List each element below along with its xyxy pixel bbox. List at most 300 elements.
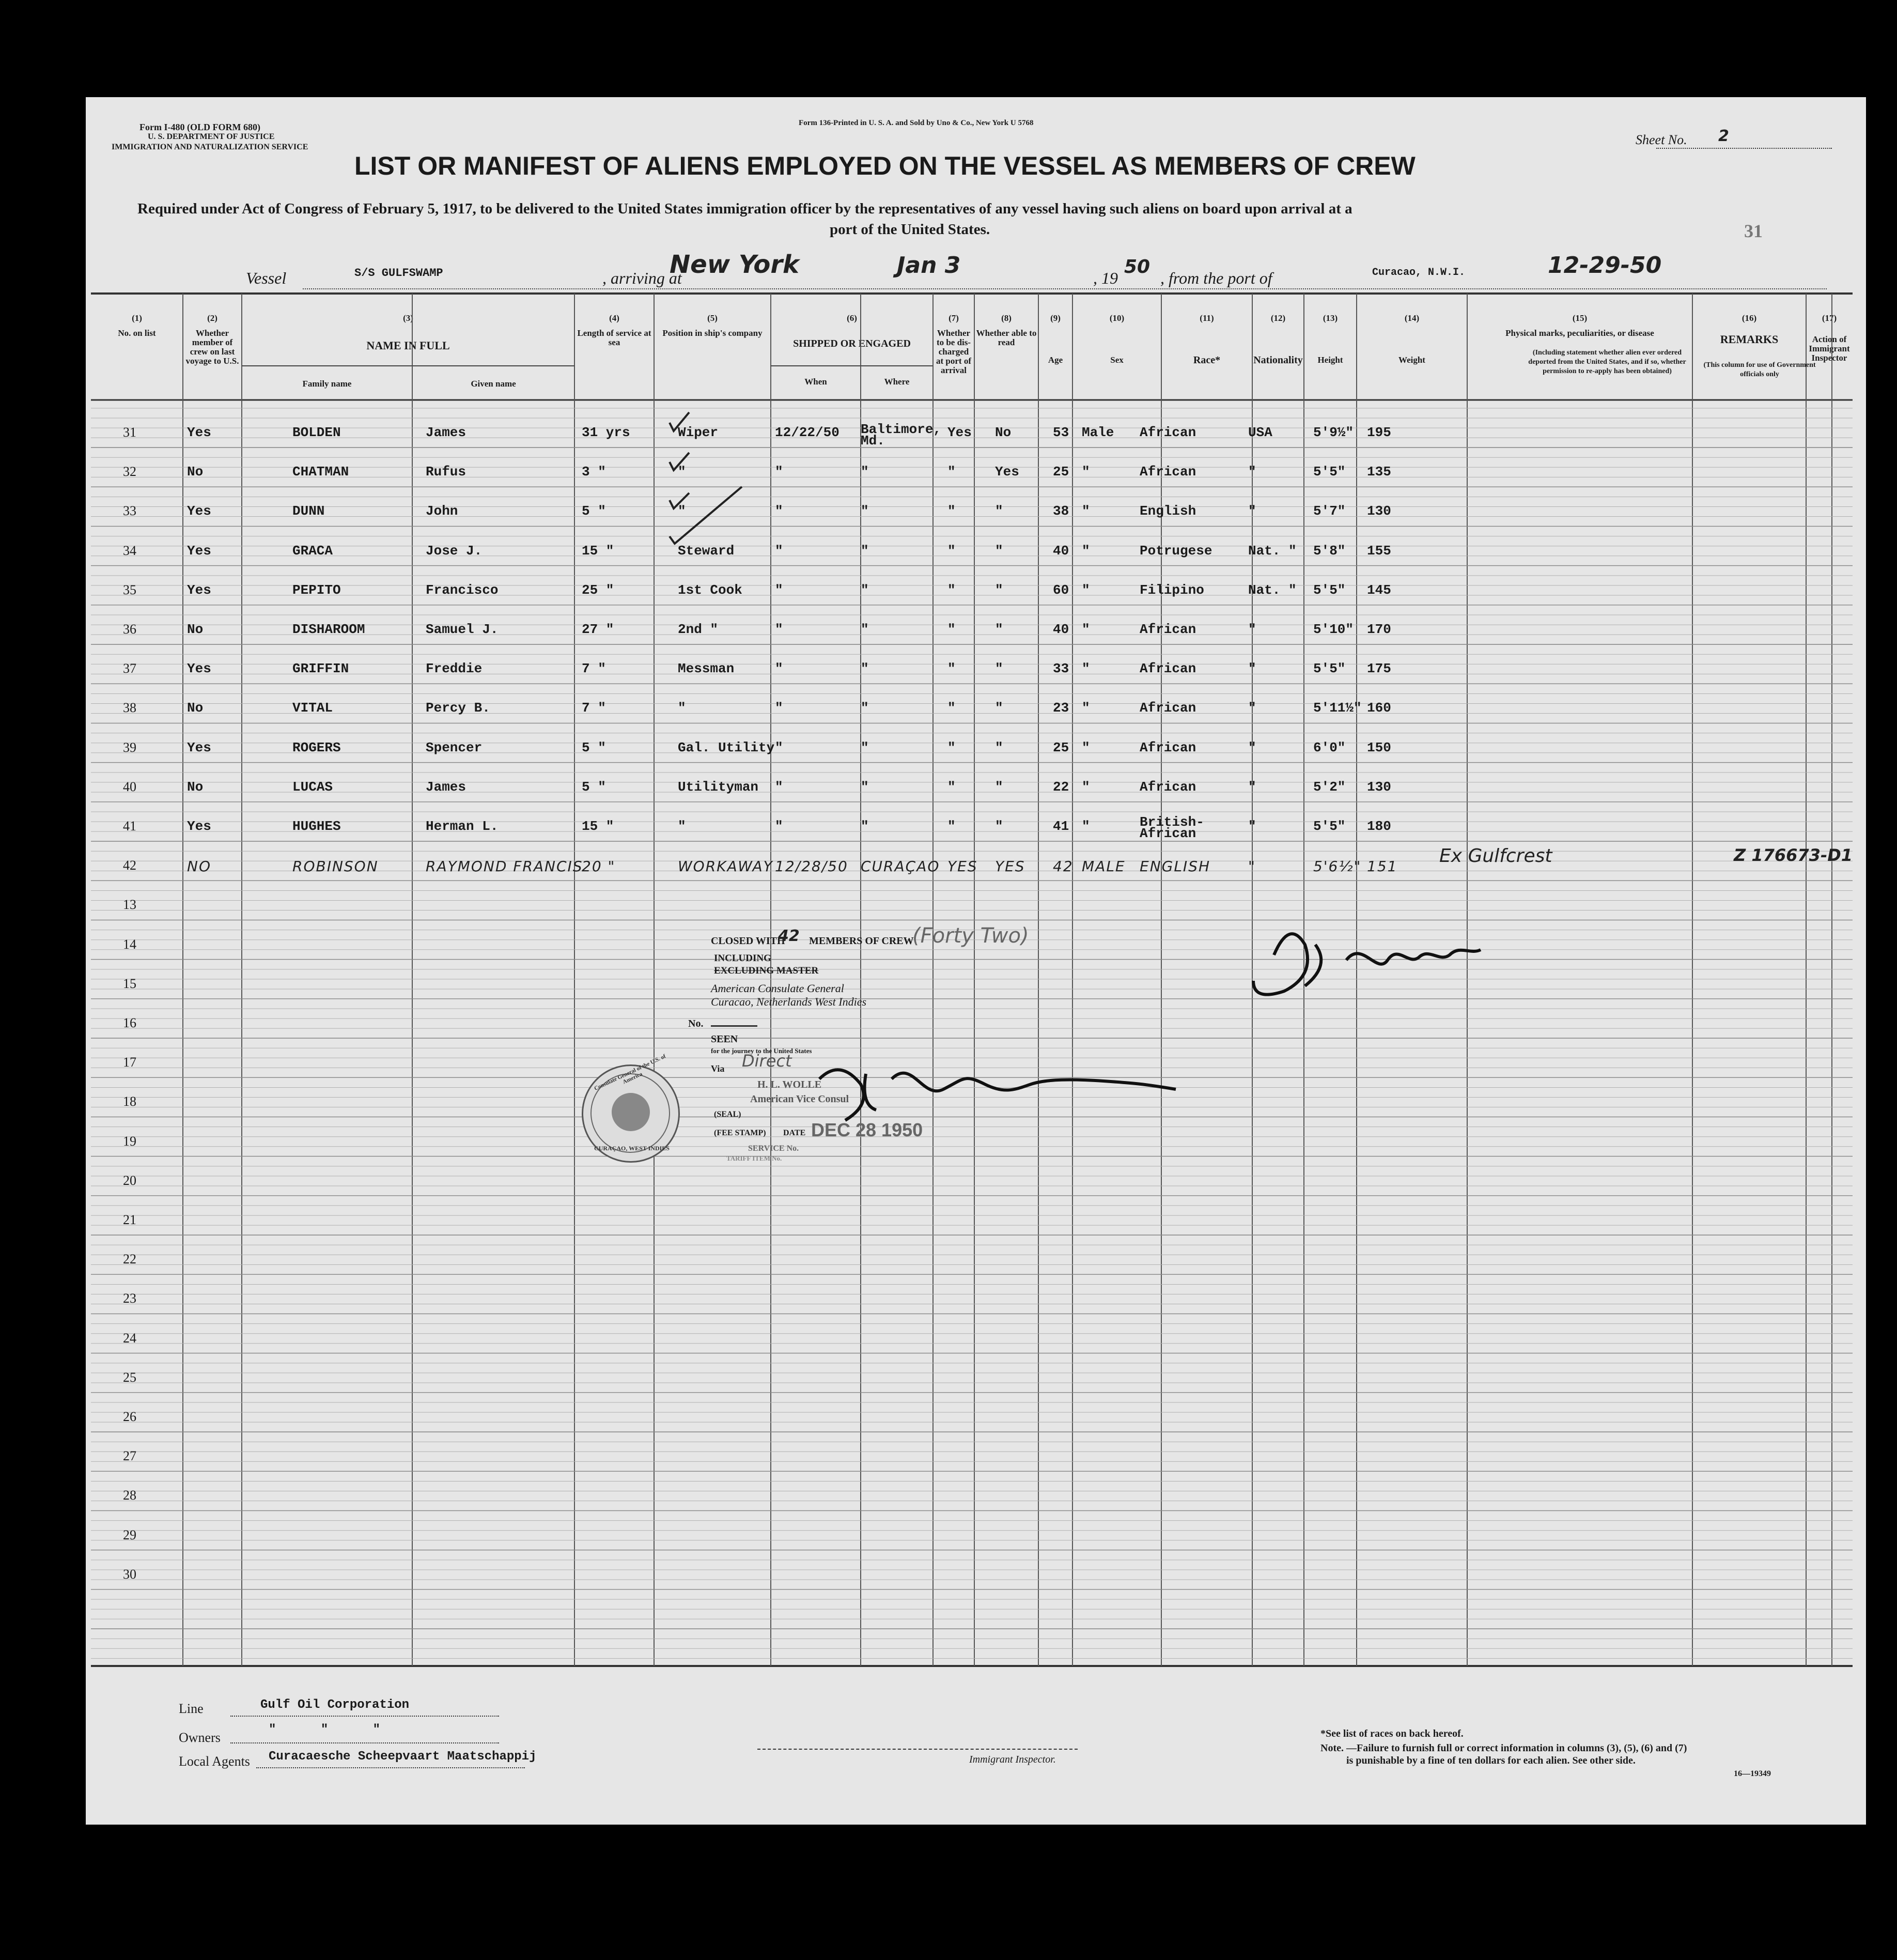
shipped-where: " [861,739,869,755]
length-of-service: 5 " [582,779,606,795]
discharge-flag: " [947,543,956,559]
able-to-read: " [995,622,1003,637]
race: African [1140,779,1196,795]
height: 5'7" [1313,503,1346,519]
column-label: NAME IN FULL [366,339,450,352]
able-to-read: " [995,819,1003,834]
arriving-label: , arriving at [602,269,682,287]
subtitle-line2: port of the United States. [830,221,990,238]
given-name: RAYMOND FRANCIS [426,858,583,875]
shipped-when: " [775,503,783,519]
footer-line-value: Gulf Oil Corporation [260,1698,410,1712]
sex: " [1082,464,1090,480]
crew-member-flag: Yes [187,425,211,440]
sex: " [1082,700,1090,716]
nationality: " [1248,739,1256,755]
discharge-flag: Yes [947,425,972,440]
height: 5'5" [1313,819,1346,834]
crew-member-flag: No [187,779,204,795]
row-number: 39 [123,739,136,755]
consulate-seal [582,1053,680,1163]
discharge-flag: " [947,582,956,598]
stamp-date-value: DEC 28 1950 [811,1119,923,1140]
weight: 130 [1367,779,1391,795]
stamp-consulate-line2: Curacao, Netherlands West Indies [711,995,867,1008]
discharge-flag: YES [947,858,978,875]
length-of-service: 7 " [582,700,606,716]
race: Filipino [1140,582,1204,598]
footer-note1: *See list of races on back hereof. [1320,1728,1464,1739]
footer-owners-label: Owners [179,1730,221,1745]
shipped-when: " [775,543,783,559]
column-label: REMARKS [1720,333,1779,346]
shipped-when: " [775,622,783,637]
able-to-read: No [995,425,1012,440]
column-number: (16) [1741,313,1757,323]
form-id: Form I-480 (OLD FORM 680) [139,122,260,132]
family-name: BOLDEN [292,425,341,440]
shipped-when: " [775,739,783,755]
nationality: Nat. " [1248,543,1297,559]
stamp-consulate-line1: American Consulate General [711,982,844,995]
stamp-closed-with: CLOSED WITH [711,935,785,947]
row-number: 40 [123,779,136,794]
from-port: Curacao, N.W.I. [1372,267,1466,279]
weight: 145 [1367,582,1391,598]
empty-row-number: 23 [123,1291,136,1306]
race: African [1140,700,1196,716]
manifest-document [86,97,1866,1825]
row42-remarks: Ex Gulfcrest [1439,845,1552,867]
given-name: Francisco [426,582,499,598]
crew-member-flag: Yes [187,819,211,834]
height: 5'11½" [1313,700,1362,716]
column-label: Whether member of crew on last voyage to U.S. [185,328,239,366]
given-name: James [426,779,467,795]
age: 40 [1053,543,1069,559]
nationality: USA [1248,425,1272,440]
family-name: HUGHES [292,819,341,834]
empty-row-number: 19 [123,1133,136,1149]
empty-row-number: 30 [123,1566,136,1582]
column-number: (5) [707,313,718,323]
height: 5'9½" [1313,425,1354,440]
empty-row-number: 17 [123,1055,136,1070]
ship-position: Gal. Utility [678,739,775,755]
sub-header-when: When [804,377,827,387]
race: English [1140,503,1196,519]
family-name: ROGERS [292,739,341,755]
stamp-fee-stamp: (FEE STAMP) [714,1129,766,1137]
column-number: (11) [1200,313,1214,323]
crew-member-flag: Yes [187,661,211,677]
shipped-where: " [861,700,869,716]
column-number: (4) [609,313,619,323]
row-number: 35 [123,582,136,597]
ship-position: " [678,700,686,716]
able-to-read: " [995,779,1003,795]
sex: " [1082,819,1090,834]
shipped-where: " [861,464,869,480]
weight: 151 [1367,858,1398,875]
given-name: John [426,503,458,519]
family-name: DISHAROOM [292,622,365,637]
given-name: Freddie [426,661,483,677]
form-code: 16—19349 [1734,1769,1771,1778]
family-name: GRIFFIN [292,661,349,677]
weight: 175 [1367,661,1391,677]
column-label: No. on list [118,328,156,338]
given-name: Jose J. [426,543,483,559]
footer-owners-underline [230,1742,499,1743]
given-name: James [426,425,467,440]
family-name: GRACA [292,543,333,559]
family-name: LUCAS [292,779,333,795]
length-of-service: 31 yrs [582,425,630,440]
stamp-including: INCLUDING [714,953,771,964]
stamp-members-of-crew: MEMBERS OF CREW [809,935,914,947]
able-to-read: " [995,661,1003,677]
service-name: IMMIGRATION AND NATURALIZATION SERVICE [112,143,308,151]
shipped-when: " [775,779,783,795]
empty-row-number: 24 [123,1330,136,1346]
stamp-no-label: No. [688,1018,704,1029]
footer-note3: is punishable by a fine of ten dollars for each alien. See other side. [1346,1755,1636,1766]
ship-position: Utilityman [678,779,759,795]
height: 6'0" [1313,739,1346,755]
nationality: " [1248,819,1256,834]
able-to-read: " [995,543,1003,559]
shipped-where: " [861,622,869,637]
height: 5'6½" [1313,858,1362,875]
given-name: Samuel J. [426,622,499,637]
given-name: Herman L. [426,819,499,834]
sex: " [1082,779,1090,795]
discharge-flag: " [947,464,956,480]
row-number: 42 [123,858,136,873]
empty-row-number: 29 [123,1527,136,1542]
nationality: " [1248,464,1256,480]
race: African [1140,425,1196,440]
length-of-service: 15 " [582,819,614,834]
stamp-closed-count: 42 [778,927,800,945]
shipped-where: " [861,819,869,834]
given-name: Spencer [426,739,483,755]
sex: " [1082,739,1090,755]
family-name: DUNN [292,503,325,519]
column-number: (17) [1822,313,1837,323]
shipped-when: " [775,700,783,716]
empty-row-number: 15 [123,976,136,991]
column-number: (9) [1050,313,1061,323]
crew-member-flag: Yes [187,739,211,755]
discharge-flag: " [947,622,956,637]
stamp-tariff-no: TARIFF ITEM No. [726,1154,782,1162]
length-of-service: 20 " [582,858,616,875]
weight: 160 [1367,700,1391,716]
column-number: (6) [847,313,857,323]
crew-member-flag: Yes [187,503,211,519]
stamp-officer-title: American Vice Consul [750,1093,849,1105]
height: 5'5" [1313,582,1346,598]
sex: " [1082,543,1090,559]
age: 42 [1053,858,1074,875]
footer-inspector-label: Immigrant Inspector. [969,1754,1056,1765]
column-number: (2) [207,313,217,323]
sheet-number: 2 [1718,127,1729,145]
arriving-port: New York [670,250,799,279]
height: 5'10" [1313,622,1354,637]
family-name: VITAL [292,700,333,716]
sex: " [1082,503,1090,519]
column-number: (10) [1109,313,1125,323]
shipped-when: " [775,464,783,480]
empty-row-number: 21 [123,1212,136,1227]
crew-member-flag: Yes [187,582,211,598]
ship-position: WORKAWAY [678,858,773,875]
able-to-read: Yes [995,464,1019,480]
stamp-date-label: DATE [783,1129,806,1137]
given-name: Rufus [426,464,467,480]
eagle-icon [612,1093,650,1131]
age: 41 [1053,819,1069,834]
given-name: Percy B. [426,700,490,716]
row-number: 36 [123,622,136,637]
column-label: Sex [1110,355,1124,365]
family-name: ROBINSON [292,858,379,875]
vessel-label: Vessel [246,269,287,287]
family-name: PEPITO [292,582,341,598]
length-of-service: 5 " [582,503,606,519]
row42-action: Z 176673-D1 [1734,845,1853,866]
shipped-where: " [861,661,869,677]
ship-position: 2nd " [678,622,719,637]
printer-line: Form 136-Printed in U. S. A. and Sold by Uno & Co., New York U 5768 [799,119,1034,127]
footer-agents-value: Curacaesche Scheepvaart Maatschappij [269,1750,537,1764]
length-of-service: 27 " [582,622,614,637]
row-number: 34 [123,543,136,558]
discharge-flag: " [947,503,956,519]
age: 22 [1053,779,1069,795]
nationality: " [1248,503,1256,519]
arriving-date: Jan 3 [897,252,961,279]
race: African [1140,661,1196,677]
able-to-read: YES [995,858,1025,875]
department: U. S. DEPARTMENT OF JUSTICE [148,132,275,141]
row-number: 41 [123,819,136,834]
shipped-where: " [861,543,869,559]
sub-header-remarks-note: (Including statement whether alien ever ordered deported from the United States, and if so, whether permission to re-apply has been obtained) [1528,349,1686,375]
shipped-where: " [861,582,869,598]
from-port-label: , from the port of [1160,269,1272,287]
footer-owners-value: " " " [269,1723,381,1737]
year-prefix: , 19 [1093,269,1118,287]
column-label: Physical marks, peculiarities, or disease [1505,328,1654,338]
footer-agents-underline [256,1767,525,1768]
age: 23 [1053,700,1069,716]
stamp-count-words: (Forty Two) [912,924,1029,948]
age: 40 [1053,622,1069,637]
age: 60 [1053,582,1069,598]
discharge-flag: " [947,700,956,716]
able-to-read: " [995,739,1003,755]
crew-member-flag: Yes [187,543,211,559]
column-label: SHIPPED OR ENGAGED [793,338,911,349]
length-of-service: 3 " [582,464,606,480]
shipped-where: " [861,503,869,519]
column-label: Action of Immigrant Inspector [1809,334,1850,363]
race: African [1140,622,1196,637]
sex: " [1082,582,1090,598]
stamp-via-value: Direct [742,1051,792,1071]
shipped-when: 12/22/50 [775,425,839,440]
empty-row-number: 26 [123,1409,136,1424]
sex: MALE [1082,858,1126,875]
column-label: Whether able to read [976,328,1037,347]
shipped-when: " [775,819,783,834]
column-number: (14) [1404,313,1420,323]
height: 5'5" [1313,464,1346,480]
crew-member-flag: No [187,700,204,716]
shipped-when: " [775,661,783,677]
nationality: Nat. " [1248,582,1297,598]
crew-member-flag: NO [187,858,211,875]
age: 25 [1053,464,1069,480]
age: 53 [1053,425,1069,440]
row-number: 31 [123,425,136,440]
stamp-excluding: EXCLUDING MASTER [714,965,819,976]
column-label: Nationality [1253,354,1303,366]
race: African [1140,739,1196,755]
length-of-service: 15 " [582,543,614,559]
column-number: (15) [1572,313,1588,323]
nationality: " [1248,622,1256,637]
column-label: Whether to be dis-charged at port of arrival [936,328,971,375]
race: Potrugese [1140,543,1212,559]
race: British-African [1140,814,1204,841]
sub-header-action-note: (This column for use of Government officials only [1703,361,1816,378]
sex: " [1082,661,1090,677]
subtitle-line1: Required under Act of Congress of February 5, 1917, to be delivered to the United States immigration officer by the representatives of any vessel having such aliens on board upon arrival at a [137,200,1352,217]
weight: 150 [1367,739,1391,755]
page-title: LIST OR MANIFEST OF ALIENS EMPLOYED ON THE VESSEL AS MEMBERS OF CREW [354,151,1416,180]
table-grid [86,97,1866,1825]
arriving-year: 50 [1124,256,1150,277]
column-number: (3) [403,313,413,323]
able-to-read: " [995,582,1003,598]
crew-member-flag: No [187,622,204,637]
inspector-signature-line [757,1749,1078,1750]
sex: " [1082,622,1090,637]
footer-note2-label: Note. [1320,1742,1344,1754]
column-label: Race* [1193,354,1221,366]
footer-line-label: Line [179,1701,204,1716]
empty-row-number: 20 [123,1172,136,1188]
shipped-when: 12/28/50 [775,858,848,875]
nationality: " [1248,700,1256,716]
ship-position: " [678,503,686,519]
nationality: " [1248,661,1256,677]
empty-row-number: 25 [123,1369,136,1385]
able-to-read: " [995,700,1003,716]
column-label: Age [1048,355,1063,365]
shipped-where: " [861,779,869,795]
sub-header-given-name: Given name [471,379,516,389]
race: African [1140,464,1196,480]
nationality: " [1248,858,1256,875]
sex: Male [1082,425,1114,440]
family-name: CHATMAN [292,464,349,480]
column-number: (13) [1323,313,1338,323]
crew-member-flag: No [187,464,204,480]
page-number: 31 [1744,221,1763,241]
column-number: (1) [132,313,142,323]
length-of-service: 7 " [582,661,606,677]
empty-row-number: 27 [123,1448,136,1464]
ship-position: Wiper [678,425,719,440]
column-number: (12) [1270,313,1286,323]
empty-row-number: 18 [123,1094,136,1109]
column-label: Height [1317,355,1343,365]
ship-position: 1st Cook [678,582,742,598]
column-number: (8) [1001,313,1012,323]
empty-row-number: 14 [123,936,136,952]
shipped-where: CURAÇAO [861,858,940,875]
sheet-label: Sheet No. [1636,132,1687,147]
row-number: 38 [123,700,136,716]
weight: 180 [1367,819,1391,834]
row-number: 32 [123,464,136,480]
stamp-seen: SEEN [711,1033,738,1045]
height: 5'5" [1313,661,1346,677]
weight: 130 [1367,503,1391,519]
ship-position: Steward [678,543,735,559]
stamp-seal-label: (SEAL) [714,1110,741,1119]
nationality: " [1248,779,1256,795]
stamp-via-label: Via [711,1063,725,1074]
empty-row-number: 22 [123,1252,136,1267]
weight: 135 [1367,464,1391,480]
ship-position: " [678,464,686,480]
stamp-officer-name: H. L. WOLLE [757,1079,822,1090]
shipped-where: Baltimore, Md. [861,422,942,449]
column-number: (7) [948,313,959,323]
weight: 195 [1367,425,1391,440]
age: 38 [1053,503,1069,519]
seal-text-bottom: CURAÇAO, WEST INDIES [594,1145,670,1152]
discharge-flag: " [947,819,956,834]
column-label: Position in ship's company [662,328,763,338]
discharge-flag: " [947,779,956,795]
ship-position: " [678,819,686,834]
footer-agents-label: Local Agents [179,1754,250,1769]
seal-text-top: Consulate General of the U.S. of America [593,1053,667,1092]
column-label: Length of service at sea [577,328,651,347]
age: 33 [1053,661,1069,677]
column-label: Weight [1398,355,1425,365]
empty-row-number: 28 [123,1488,136,1503]
row-number: 33 [123,503,136,519]
length-of-service: 5 " [582,739,606,755]
empty-row-number: 13 [123,897,136,913]
height: 5'2" [1313,779,1346,795]
discharge-flag: " [947,661,956,677]
stamp-service-no: SERVICE No. [748,1144,799,1153]
ship-position: Messman [678,661,735,677]
sub-header-where: Where [884,377,910,387]
age: 25 [1053,739,1069,755]
discharge-flag: " [947,739,956,755]
